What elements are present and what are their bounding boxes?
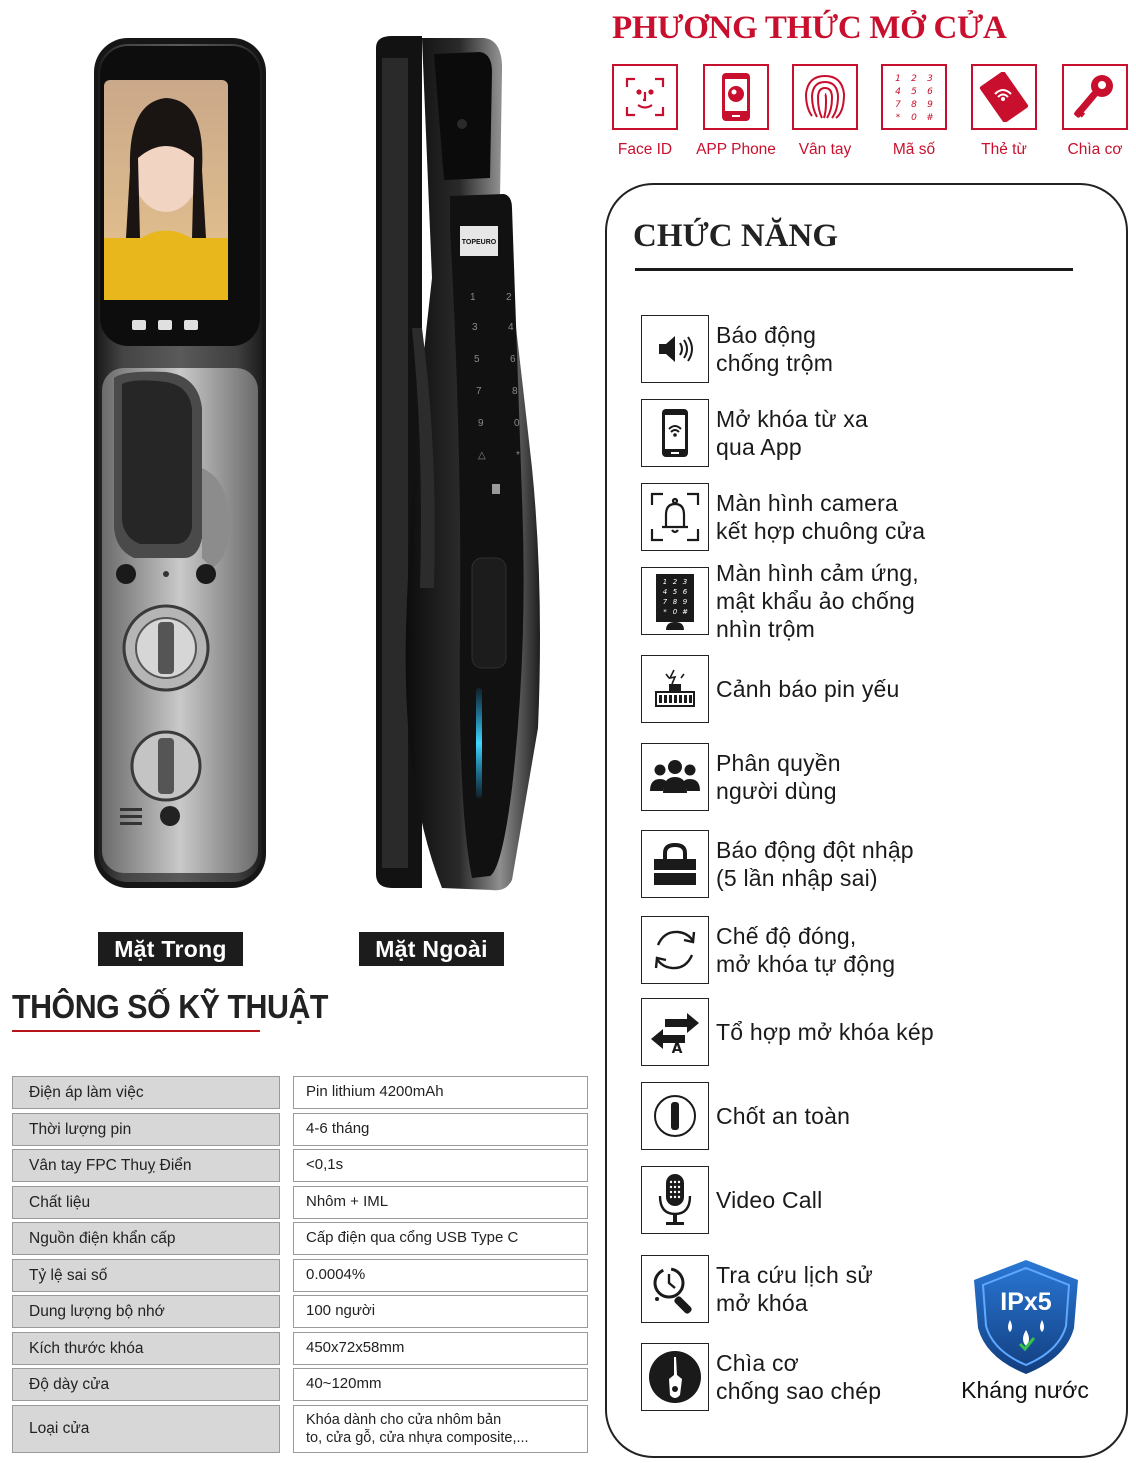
method-label: Mã số (892, 141, 936, 158)
svg-text:8: 8 (672, 598, 678, 606)
spec-key: Nguồn điện khẩn cấp (12, 1222, 280, 1255)
svg-text:*: * (895, 113, 901, 123)
key-icon (1062, 64, 1128, 130)
lock-inner-image (94, 38, 266, 888)
svg-text:7: 7 (662, 598, 668, 606)
spec-row (12, 1405, 588, 1453)
method-card (960, 64, 1048, 159)
spec-key: Thời lượng pin (12, 1113, 280, 1146)
history-search-icon (641, 1255, 709, 1323)
feature-label: Tra cứu lịch sử mở khóa (716, 1262, 873, 1316)
svg-text:6: 6 (510, 354, 516, 365)
feature-label: Báo động chống trộm (716, 322, 834, 376)
svg-text:2: 2 (672, 578, 678, 586)
spec-key: Điện áp làm việc (12, 1076, 280, 1109)
spec-key: Độ dày cửa (12, 1368, 280, 1401)
method-key (1051, 64, 1136, 159)
lock-outer-image (362, 28, 552, 896)
face-id-icon (612, 64, 678, 130)
spec-row (12, 1113, 588, 1146)
svg-text:7: 7 (895, 100, 901, 110)
svg-text:8: 8 (911, 100, 917, 110)
spec-value: 0.0004% (293, 1259, 588, 1292)
feature-user-permissions (641, 743, 1081, 811)
method-label: Vân tay (798, 141, 852, 158)
svg-text:3: 3 (472, 322, 478, 333)
svg-text:9: 9 (927, 100, 933, 110)
microphone-icon (641, 1166, 709, 1234)
feature-dual-unlock (641, 998, 1081, 1066)
spec-key: Tỷ lệ sai số (12, 1259, 280, 1292)
features-divider (635, 268, 1073, 271)
svg-text:5: 5 (911, 87, 917, 97)
feature-touch-screen (641, 560, 1081, 642)
svg-text:9: 9 (682, 598, 688, 606)
spec-key: Loại cửa (12, 1405, 280, 1453)
method-label: APP Phone (696, 141, 776, 158)
feature-label: Chốt an toàn (716, 1103, 851, 1129)
svg-text:5: 5 (672, 588, 678, 596)
method-label: Thẻ từ (981, 141, 1027, 158)
method-app-phone (692, 64, 780, 159)
feature-remote-unlock (641, 399, 1081, 467)
spec-row (12, 1076, 588, 1109)
feature-intrusion-alarm (641, 830, 1081, 898)
feature-label: Phân quyền người dùng (716, 750, 841, 804)
camera-bell-icon (641, 483, 709, 551)
feature-anti-theft-alarm (641, 315, 1081, 383)
feature-label: Chế độ đóng, mở khóa tự động (716, 923, 896, 977)
feature-camera-doorbell (641, 483, 1081, 551)
fingerprint-icon (792, 64, 858, 130)
method-fingerprint (781, 64, 869, 159)
lock-alarm-icon (641, 830, 709, 898)
svg-text:8: 8 (512, 386, 518, 397)
touch-keypad-icon (641, 567, 709, 635)
card-icon (971, 64, 1037, 130)
svg-text:4: 4 (662, 588, 668, 596)
feature-label: Báo động đột nhập (5 lần nhập sai) (716, 837, 914, 891)
spec-value: Khóa dành cho cửa nhôm bản to, cửa gỗ, cửa nhựa composite,... (293, 1405, 588, 1453)
spec-value: Pin lithium 4200mAh (293, 1076, 588, 1109)
spec-row (12, 1332, 588, 1365)
spec-value: 100 người (293, 1295, 588, 1328)
spec-key: Dung lượng bộ nhớ (12, 1295, 280, 1328)
spec-value: 40~120mm (293, 1368, 588, 1401)
specs-title: THÔNG SỐ KỸ THUẬT (12, 988, 329, 1025)
opening-methods-title: PHƯƠNG THỨC MỞ CỬA (612, 10, 1007, 46)
feature-label: Màn hình camera kết hợp chuông cửa (716, 490, 926, 544)
keypad-icon (881, 64, 947, 130)
outer-view-label: Mặt Ngoài (359, 932, 504, 966)
svg-text:1: 1 (662, 578, 668, 586)
spec-key: Vân tay FPC Thuỵ Điển (12, 1149, 280, 1182)
svg-text:△: △ (478, 450, 486, 461)
svg-text:2: 2 (506, 292, 512, 303)
specs-underline (12, 1030, 260, 1032)
method-label: Face ID (617, 141, 673, 158)
feature-label: Mở khóa từ xa qua App (716, 406, 868, 460)
svg-text:*: * (516, 450, 520, 461)
svg-text:5: 5 (474, 354, 480, 365)
speaker-alarm-icon (641, 315, 709, 383)
spec-row (12, 1186, 588, 1219)
svg-text:6: 6 (682, 588, 688, 596)
svg-text:6: 6 (927, 87, 933, 97)
dual-unlock-icon (641, 998, 709, 1066)
feature-label: Tổ hợp mở khóa kép (716, 1019, 934, 1045)
feature-label: Chìa cơ chống sao chép (716, 1350, 882, 1404)
svg-text:#: # (926, 113, 934, 123)
feature-video-call (641, 1166, 1081, 1234)
feature-low-battery (641, 655, 1081, 723)
spec-row (12, 1259, 588, 1292)
auto-refresh-icon (641, 916, 709, 984)
feature-auto-lock (641, 916, 1081, 984)
low-battery-icon (641, 655, 709, 723)
svg-text:4: 4 (895, 87, 901, 97)
app-phone-icon (703, 64, 769, 130)
svg-text:3: 3 (682, 578, 688, 586)
svg-text:0: 0 (911, 113, 917, 123)
ipx-rating: IPx5 (1000, 1288, 1052, 1316)
mechanical-key-icon (641, 1343, 709, 1411)
spec-row (12, 1368, 588, 1401)
spec-value: Cấp điện qua cổng USB Type C (293, 1222, 588, 1255)
svg-text:3: 3 (927, 74, 933, 84)
spec-value: <0,1s (293, 1149, 588, 1182)
inner-view-label: Mặt Trong (98, 932, 243, 966)
feature-label: Video Call (716, 1187, 823, 1213)
outer-screen-brand: TOPEURO (461, 239, 497, 246)
spec-value: 4-6 tháng (293, 1113, 588, 1146)
spec-value: Nhôm + IML (293, 1186, 588, 1219)
waterproof-label: Kháng nước (961, 1377, 1089, 1403)
svg-text:*: * (663, 608, 667, 616)
svg-text:#: # (682, 608, 688, 616)
svg-text:0: 0 (672, 608, 678, 616)
svg-text:9: 9 (478, 418, 484, 429)
features-title: CHỨC NĂNG (633, 218, 839, 254)
svg-text:0: 0 (514, 418, 520, 429)
method-label: Chìa cơ (1067, 141, 1123, 158)
users-icon (641, 743, 709, 811)
spec-row (12, 1295, 588, 1328)
spec-key: Kích thước khóa (12, 1332, 280, 1365)
phone-wifi-icon (641, 399, 709, 467)
spec-row (12, 1149, 588, 1182)
svg-text:7: 7 (476, 386, 482, 397)
feature-safety-latch (641, 1082, 1081, 1150)
spec-row (12, 1222, 588, 1255)
svg-text:A: A (671, 1041, 683, 1055)
svg-text:1: 1 (895, 74, 901, 84)
safety-latch-icon (641, 1082, 709, 1150)
svg-text:2: 2 (911, 74, 917, 84)
spec-value: 450x72x58mm (293, 1332, 588, 1365)
feature-label: Màn hình cảm ứng, mật khẩu ảo chống nhìn trộm (716, 560, 919, 642)
spec-key: Chất liệu (12, 1186, 280, 1219)
feature-label: Cảnh báo pin yếu (716, 676, 900, 702)
method-face-id (601, 64, 689, 159)
waterproof-badge (968, 1258, 1084, 1381)
svg-text:1: 1 (470, 292, 476, 303)
method-keypad (870, 64, 958, 159)
svg-text:4: 4 (508, 322, 514, 333)
